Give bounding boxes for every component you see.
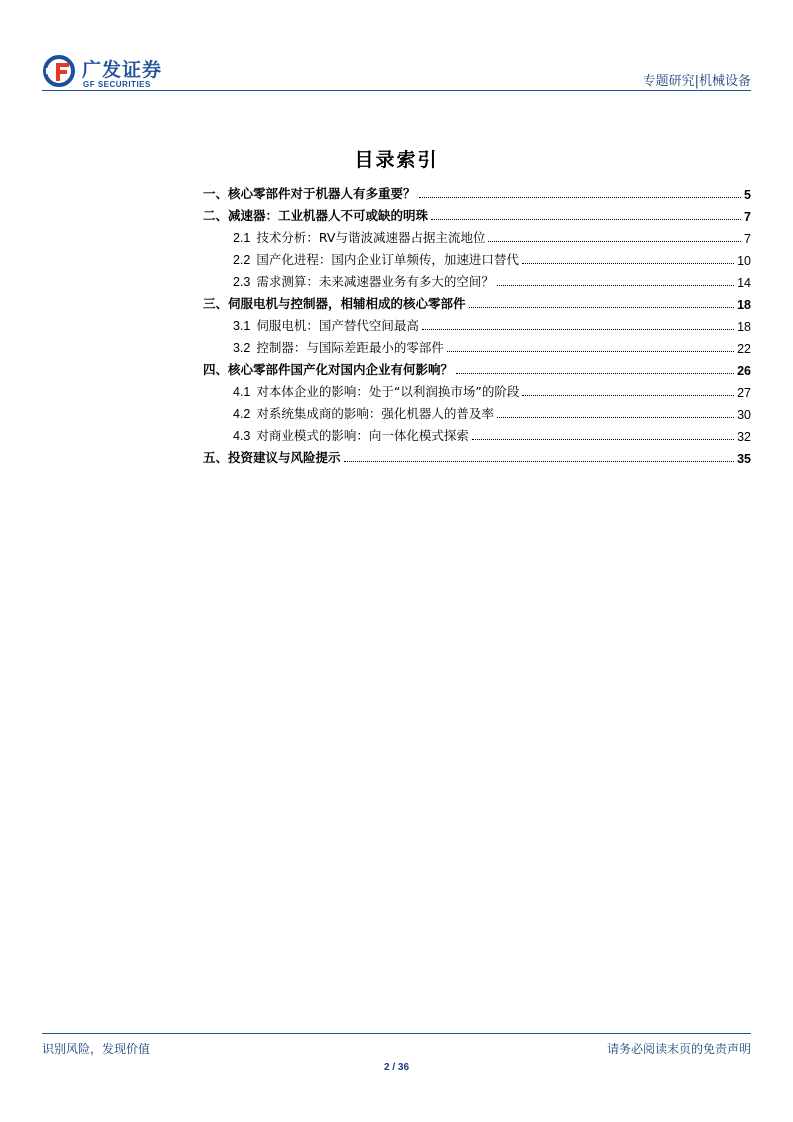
toc-entry-number: 2.3	[233, 275, 251, 289]
toc-section-entry[interactable]	[203, 356, 751, 378]
toc-page-number: 22	[737, 342, 751, 356]
toc-section-entry[interactable]	[203, 180, 751, 202]
toc-subsection-entry[interactable]	[203, 334, 751, 356]
toc-page-number: 7	[744, 232, 751, 246]
gf-securities-logo	[42, 54, 172, 90]
toc-subsection-entry[interactable]	[203, 268, 751, 290]
toc-leader-dots	[422, 329, 734, 330]
page-number: 2 / 36	[383, 1062, 410, 1073]
toc-page-number: 27	[737, 386, 751, 400]
logo-text-en: GF SECURITIES	[83, 80, 151, 89]
footer-slogan: 识别风险，发现价值	[42, 1042, 151, 1056]
logo-text-cn: 广发证券	[82, 59, 163, 81]
toc-entry-text: 二、减速器：工业机器人不可或缺的明珠	[203, 208, 429, 223]
toc-entry-text: 对本体企业的影响：处于“以利润换市场”的阶段	[256, 384, 520, 399]
toc-page-number: 5	[744, 188, 751, 202]
table-of-contents	[203, 180, 751, 466]
toc-leader-dots	[456, 373, 734, 374]
toc-entry-number: 2.1	[233, 231, 251, 245]
toc-subsection-entry[interactable]	[203, 422, 751, 444]
toc-page-number: 32	[737, 430, 751, 444]
toc-page-number: 10	[737, 254, 751, 268]
toc-entry-title	[233, 382, 519, 400]
toc-leader-dots	[497, 417, 734, 418]
toc-subsection-entry[interactable]	[203, 378, 751, 400]
toc-leader-dots	[419, 197, 742, 198]
toc-subsection-entry[interactable]	[203, 312, 751, 334]
toc-entry-text: 伺服电机：国产替代空间最高	[256, 318, 419, 333]
toc-entry-title	[203, 294, 466, 312]
toc-leader-dots	[344, 461, 735, 462]
toc-section-entry[interactable]	[203, 444, 751, 466]
toc-leader-dots	[522, 395, 734, 396]
toc-entry-title	[233, 338, 444, 356]
toc-entry-text: 五、投资建议与风险提示	[203, 450, 341, 465]
toc-entry-number: 3.2	[233, 341, 251, 355]
toc-entry-text: 技术分析：RV与谐波减速器占据主流地位	[256, 230, 486, 245]
toc-page-number: 18	[737, 298, 751, 312]
toc-entry-text: 四、核心零部件国产化对国内企业有何影响？	[203, 362, 454, 377]
toc-entry-text: 对商业模式的影响：向一体化模式探索	[256, 428, 469, 443]
toc-leader-dots	[469, 307, 735, 308]
toc-entry-number: 4.1	[233, 385, 251, 399]
toc-entry-title	[233, 426, 469, 444]
toc-leader-dots	[431, 219, 741, 220]
toc-leader-dots	[472, 439, 734, 440]
toc-entry-title	[203, 360, 453, 378]
toc-entry-number: 4.2	[233, 407, 251, 421]
toc-subsection-entry[interactable]	[203, 224, 751, 246]
toc-leader-dots	[522, 263, 734, 264]
toc-entry-title	[233, 228, 485, 246]
toc-entry-title	[233, 272, 494, 290]
toc-entry-title	[203, 448, 341, 466]
footer-disclaimer-note: 请务必阅读末页的免责声明	[606, 1042, 751, 1056]
toc-page-number: 26	[737, 364, 751, 378]
toc-page-number: 7	[744, 210, 751, 224]
toc-entry-number: 3.1	[233, 319, 251, 333]
toc-entry-text: 对系统集成商的影响：强化机器人的普及率	[256, 406, 494, 421]
toc-page-number: 30	[737, 408, 751, 422]
toc-page-number: 35	[737, 452, 751, 466]
toc-entry-text: 三、伺服电机与控制器，相辅相成的核心零部件	[203, 296, 466, 311]
report-category: 专题研究|机械设备	[642, 74, 751, 89]
toc-entry-number: 4.3	[233, 429, 251, 443]
toc-leader-dots	[447, 351, 734, 352]
toc-entry-text: 需求测算：未来减速器业务有多大的空间？	[256, 274, 494, 289]
toc-entry-text: 一、核心零部件对于机器人有多重要？	[203, 186, 416, 201]
toc-entry-title	[233, 404, 494, 422]
toc-entry-number: 2.2	[233, 253, 251, 267]
toc-title: 目录索引	[354, 149, 439, 171]
toc-entry-text: 国产化进程：国内企业订单频传，加速进口替代	[256, 252, 519, 267]
page-header	[42, 50, 751, 90]
toc-entry-title	[203, 206, 428, 224]
toc-entry-text: 控制器：与国际差距最小的零部件	[256, 340, 444, 355]
toc-section-entry[interactable]	[203, 290, 751, 312]
footer-divider	[42, 1033, 751, 1034]
toc-leader-dots	[488, 241, 741, 242]
toc-subsection-entry[interactable]	[203, 400, 751, 422]
toc-section-entry[interactable]	[203, 202, 751, 224]
toc-page-number: 18	[737, 320, 751, 334]
toc-subsection-entry[interactable]	[203, 246, 751, 268]
toc-entry-title	[203, 184, 416, 202]
header-divider	[42, 90, 751, 91]
toc-page-number: 14	[737, 276, 751, 290]
toc-entry-title	[233, 316, 419, 334]
toc-leader-dots	[497, 285, 734, 286]
gf-logo-icon	[42, 54, 76, 88]
toc-entry-title	[233, 250, 519, 268]
